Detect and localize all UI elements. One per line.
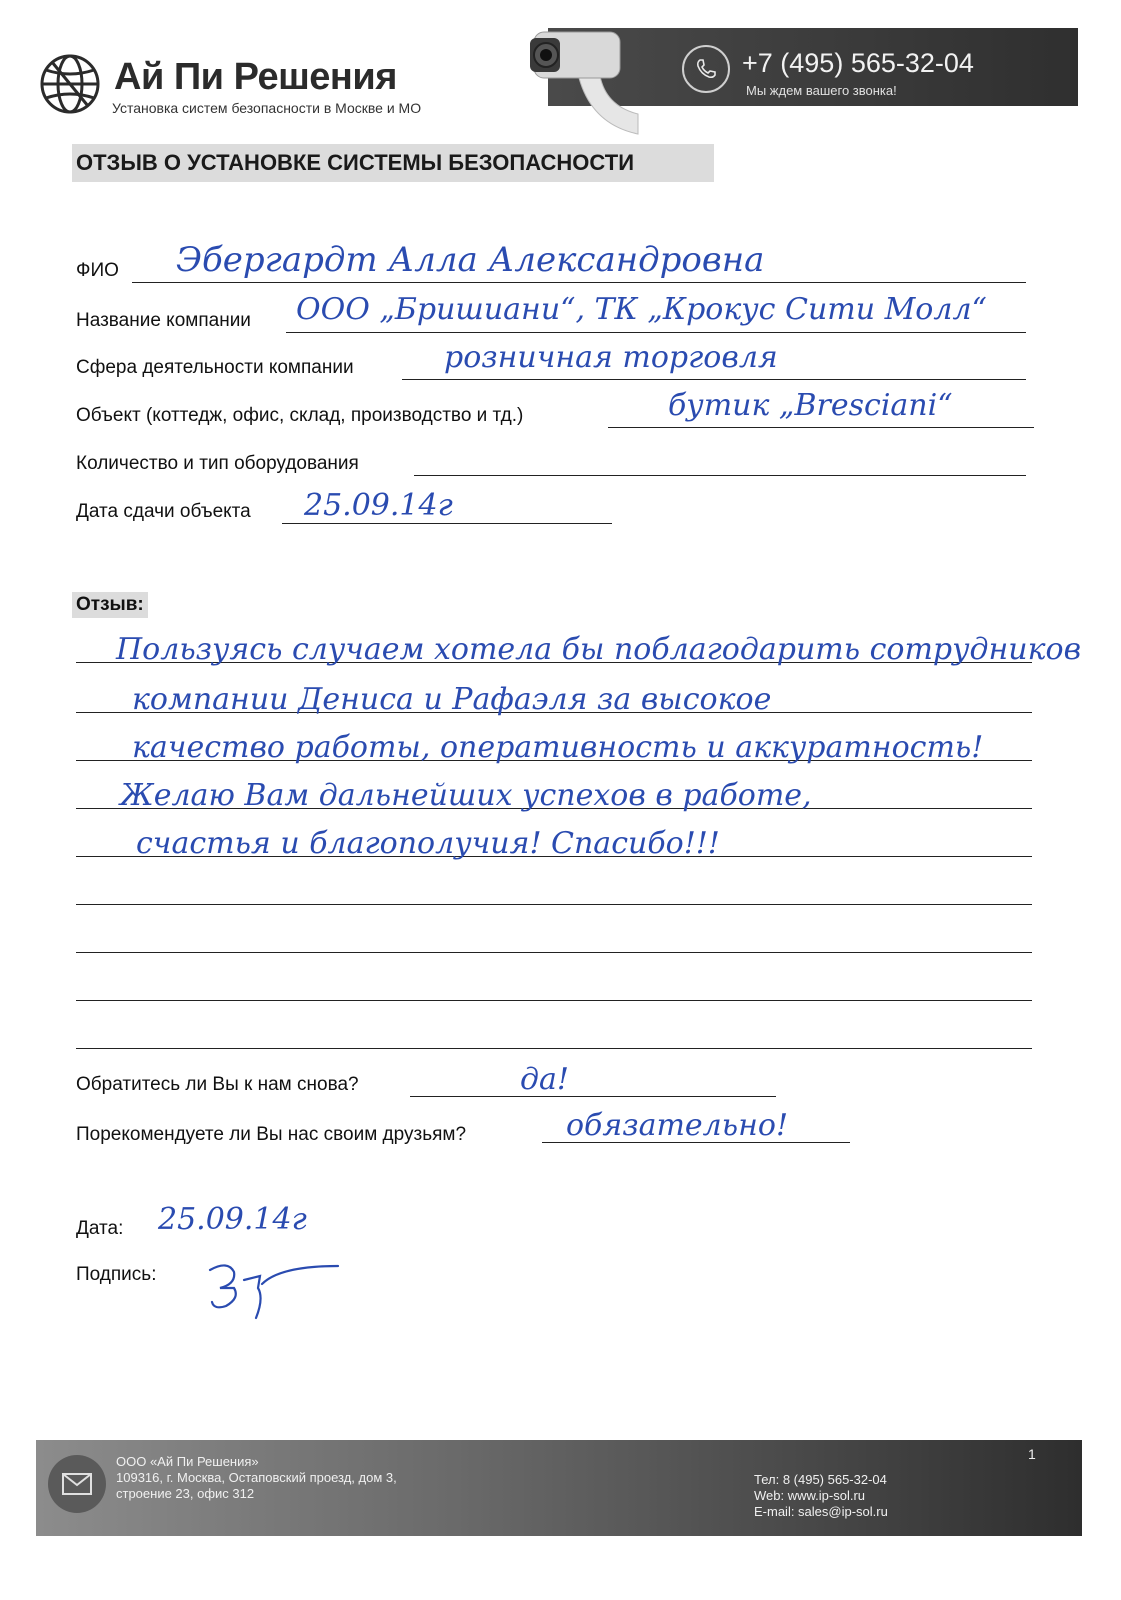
review-text-line: счастья и благополучия! Спасибо!!! — [136, 826, 720, 861]
brand-tagline: Установка систем безопасности в Москве и МО — [112, 100, 422, 116]
brand-name: Ай Пи Решения — [114, 56, 397, 98]
footer-address-line-1: 109316, г. Москва, Остаповский проезд, дом 3, — [116, 1470, 397, 1485]
sphere-value: розничная торговля — [444, 340, 778, 375]
handover-date-label: Дата сдачи объекта — [76, 501, 251, 522]
return-question-underline — [410, 1096, 776, 1097]
review-line — [76, 904, 1032, 905]
sign-date-value: 25.09.14г — [158, 1202, 307, 1237]
fio-label: ФИО — [76, 260, 119, 281]
signature-icon — [200, 1258, 350, 1328]
review-line — [76, 1000, 1032, 1001]
company-underline — [286, 332, 1026, 333]
review-text-line: качество работы, оперативность и аккуратность! — [132, 730, 984, 765]
object-value: бутик „Bresciani“ — [668, 388, 953, 423]
phone-note: Мы ждем вашего звонка! — [746, 83, 897, 98]
footer-company: ООО «Ай Пи Решения» — [116, 1454, 259, 1469]
sphere-label: Сфера деятельности компании — [76, 357, 354, 378]
fio-underline — [132, 282, 1026, 283]
return-question-label: Обратитесь ли Вы к нам снова? — [76, 1074, 359, 1095]
footer-envelope-icon — [48, 1455, 106, 1513]
security-camera-icon — [520, 14, 640, 144]
page-number: 1 — [1028, 1446, 1036, 1462]
object-underline — [608, 427, 1034, 428]
review-line — [76, 952, 1032, 953]
recommend-question-label: Порекомендуете ли Вы нас своим друзьям? — [76, 1124, 467, 1145]
footer-address — [116, 1454, 397, 1502]
sphere-underline — [402, 379, 1026, 380]
equipment-label: Количество и тип оборудования — [76, 453, 359, 474]
review-text-line: Пользуясь случаем хотела бы поблагодарить сотрудников — [116, 632, 1082, 667]
object-label: Объект (коттедж, офис, склад, производство и тд.) — [76, 405, 524, 426]
fio-value: Эбергардт Алла Александровна — [176, 240, 765, 280]
review-text-line: компании Дениса и Рафаэля за высокое — [132, 682, 772, 717]
phone-call-button[interactable] — [682, 45, 730, 93]
handover-date-value: 25.09.14г — [304, 488, 453, 523]
page-title: ОТЗЫВ О УСТАНОВКЕ СИСТЕМЫ БЕЗОПАСНОСТИ — [76, 150, 635, 175]
globe-logo-icon — [38, 52, 102, 116]
company-label: Название компании — [76, 310, 251, 331]
company-value: ООО „Бришиани“, ТК „Крокус Сити Молл“ — [296, 292, 987, 327]
recommend-question-answer: обязательно! — [566, 1108, 788, 1143]
equipment-underline — [414, 475, 1026, 476]
signature-label: Подпись: — [76, 1264, 157, 1285]
handover-date-underline — [282, 523, 612, 524]
review-line — [76, 1048, 1032, 1049]
footer-contacts — [754, 1472, 888, 1520]
sign-date-label: Дата: — [76, 1218, 124, 1239]
footer-email-link[interactable]: E-mail: sales@ip-sol.ru — [754, 1504, 888, 1519]
phone-icon — [694, 57, 718, 81]
footer-tel: Тел: 8 (495) 565-32-04 — [754, 1472, 887, 1487]
footer-address-line-2: строение 23, офис 312 — [116, 1486, 255, 1501]
phone-number: +7 (495) 565-32-04 — [742, 48, 974, 78]
footer-web-link[interactable]: Web: www.ip-sol.ru — [754, 1488, 866, 1503]
review-heading: Отзыв: — [76, 594, 144, 615]
return-question-answer: да! — [520, 1062, 569, 1097]
review-text-line: Желаю Вам дальнейших успехов в работе, — [120, 778, 812, 813]
